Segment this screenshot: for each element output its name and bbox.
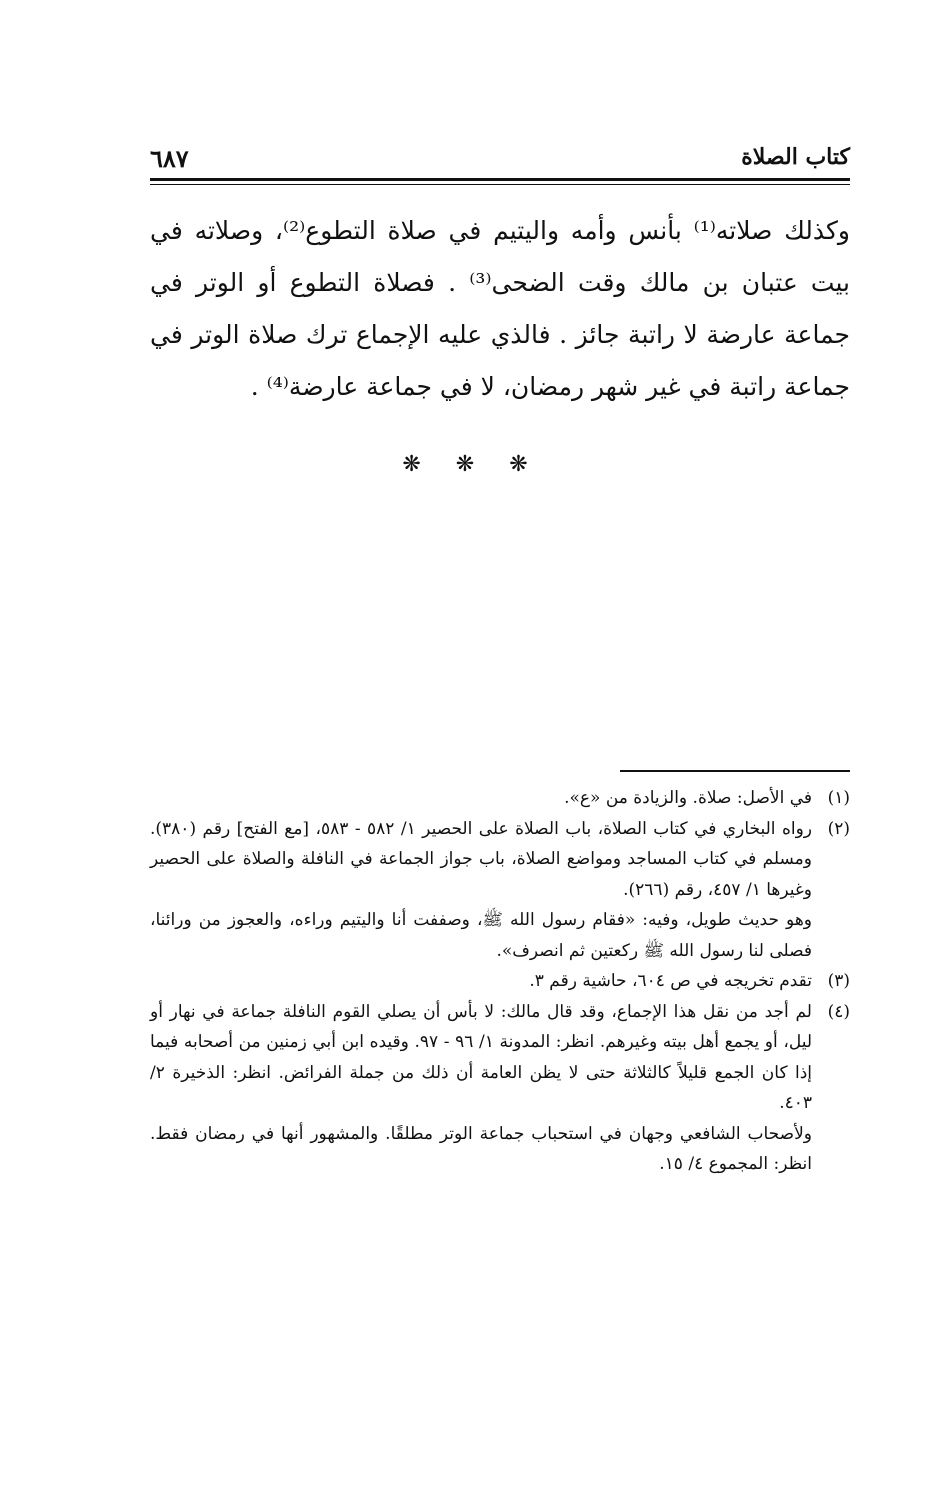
footnote-paragraph: ولأصحاب الشافعي وجهان في استحباب جماعة الوتر مطلقًا. والمشهور أنها في رمضان فقط. انظر: المجموع ٤/ ١٥. (150, 1123, 812, 1174)
main-paragraph: وكذلك صلاته⁽¹⁾ بأنس وأمه واليتيم في صلاة التطوع⁽²⁾، وصلاته في بيت عتبان بن مالك وقت الضحى⁽³⁾ . فصلاة التطوع أو الوتر في جماعة عارضة لا راتبة جائز . فالذي عليه الإجماع ترك صلاة الوتر في جماعة راتبة في غير شهر رمضان، لا في جماعة عارضة⁽⁴⁾ . (150, 216, 850, 401)
footnote-number: (٢) (827, 818, 850, 839)
footnote-number: (٤) (827, 1001, 850, 1022)
footnote-paragraph: في الأصل: صلاة. والزيادة من «ع». (564, 788, 812, 808)
footnote-1 (150, 783, 850, 814)
footnote-text (150, 783, 812, 814)
footnote-number: (٣) (827, 971, 850, 991)
footnote-text (150, 997, 812, 1180)
footnote-paragraph: وهو حديث طويل، وفيه: «فقام رسول الله ﷺ، وصففت أنا واليتيم وراءه، والعجوز من ورائنا، فصلى لنا رسول الله ﷺ ركعتين ثم انصرف». (150, 910, 812, 961)
footnote-2 (150, 814, 850, 967)
footnote-4 (150, 997, 850, 1180)
header-rule-thin (150, 184, 850, 185)
footnote-text (150, 966, 812, 997)
chapter-title: كتاب الصلاة (741, 144, 850, 170)
footnote-rule (620, 770, 850, 772)
page-number: ٦٨٧ (150, 144, 189, 173)
header-rule-thick (150, 178, 850, 181)
footnote-text (150, 814, 812, 967)
running-header (150, 140, 850, 178)
footnote-paragraph: تقدم تخريجه في ص ٦٠٤، حاشية رقم ٣. (529, 971, 812, 991)
footnote-paragraph: لم أجد من نقل هذا الإجماع، وقد قال مالك: لا بأس أن يصلي القوم النافلة جماعة في نهار أو ليل، أو يجمع أهل بيته وغيرهم. انظر: المدونة ١/ ٩٦ - ٩٧. وقيده ابن أبي زمنين من أصحابه فيما إذا كان الجمع قليلاً كالثلاثة حتى لا يظن العامة أن ذلك من جملة الفرائض. انظر: الذخيرة ٢/ ٤٠٣. (150, 1001, 813, 1113)
section-separator: ❋ ❋ ❋ (402, 452, 542, 477)
footnote-paragraph: رواه البخاري في كتاب الصلاة، باب الصلاة على الحصير ١/ ٥٨٢ - ٥٨٣، [مع الفتح] رقم (٣٨٠). ومسلم في كتاب المساجد ومواضع الصلاة، باب جواز الجماعة في النافلة والصلاة على الحصير وغيرها ١/ ٤٥٧، رقم (٢٦٦). (150, 818, 812, 900)
footnote-3 (150, 966, 850, 997)
footnote-number: (١) (827, 788, 850, 808)
footnotes (150, 783, 850, 1180)
